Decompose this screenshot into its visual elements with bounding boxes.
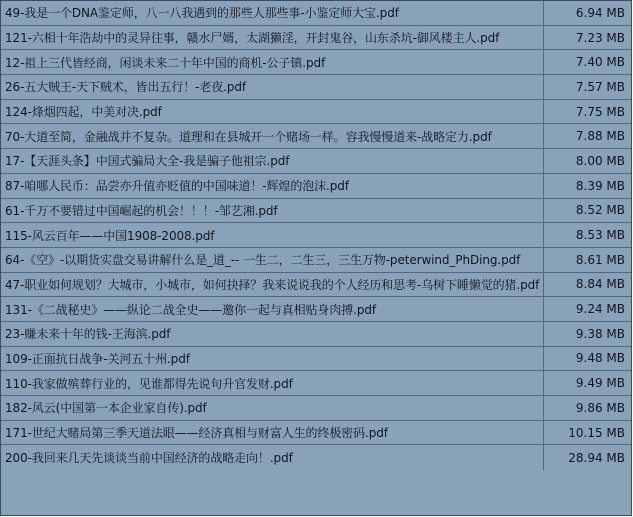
file-name[interactable]: 131-《二战秘史》——纵论二战全史——邀你一起与真相贴身肉搏.pdf (1, 297, 544, 321)
file-size: 7.88 MB (575, 129, 625, 144)
file-name[interactable]: 200-我回来几天先谈谈当前中国经济的战略走向！.pdf (1, 445, 544, 470)
file-name[interactable]: 121-六相十年浩劫中的灵异往事，赣水尸婿，太湖獭淫，开封鬼谷，山东杀坑-御风楼主人.pdf (1, 26, 544, 50)
file-name[interactable]: 47-职业如何规划？大城市，小城市，如何抉择？我来说说我的个人经历和思考-乌树下睡懒觉的猪.pdf (1, 273, 544, 297)
table-row[interactable] (1, 396, 631, 421)
file-size: 9.38 MB (575, 326, 625, 341)
file-name[interactable]: 49-我是一个DNA鉴定师，八一八我遇到的那些人那些事-小鉴定师大宝.pdf (1, 1, 544, 25)
table-row[interactable] (1, 223, 631, 248)
file-name[interactable]: 26-五大贼王-天下贼术，皆出五行！-老夜.pdf (1, 75, 544, 99)
file-name[interactable]: 17-【天涯头条】中国式骗局大全-我是骗子他祖宗.pdf (1, 149, 544, 173)
file-size: 9.24 MB (575, 302, 625, 317)
file-size: 8.39 MB (575, 178, 625, 193)
table-row[interactable] (1, 149, 631, 174)
table-row[interactable] (1, 371, 631, 396)
table-row[interactable] (1, 75, 631, 100)
file-name[interactable]: 115-风云百年——中国1908-2008.pdf (1, 223, 544, 247)
file-name[interactable]: 87-咱哪人民币：品尝亦升值亦贬值的中国味道！-辉煌的泡沫.pdf (1, 174, 544, 198)
file-name[interactable]: 124-烽烟四起，中美对决.pdf (1, 100, 544, 124)
table-row[interactable] (1, 26, 631, 51)
file-size: 8.84 MB (575, 277, 625, 292)
table-row[interactable] (1, 421, 631, 446)
file-size: 8.61 MB (575, 252, 625, 267)
file-size: 9.86 MB (575, 400, 625, 415)
table-row[interactable] (1, 347, 631, 372)
table-row[interactable] (1, 199, 631, 224)
table-row[interactable] (1, 174, 631, 199)
file-name[interactable]: 70-大道至简，金融战并不复杂。道理和在县城开一个赌场一样。容我慢慢道来-战略定力.pdf (1, 124, 544, 148)
file-name[interactable]: 64-《空》-以期货实盘交易讲解什么是_道_-- 一生二，二生三，三生万物-peterwind_PhDing.pdf (1, 248, 544, 272)
file-size: 7.57 MB (575, 79, 625, 94)
table-row[interactable] (1, 100, 631, 125)
file-name[interactable]: 61-千万不要错过中国崛起的机会！！！-邹艺湘.pdf (1, 199, 544, 223)
table-row[interactable] (1, 50, 631, 75)
file-size: 8.00 MB (575, 153, 625, 168)
file-size: 9.48 MB (575, 351, 625, 366)
file-size: 7.23 MB (575, 30, 625, 45)
table-row[interactable] (1, 124, 631, 149)
file-size: 7.40 MB (575, 55, 625, 70)
table-row[interactable] (1, 248, 631, 273)
file-name[interactable]: 171-世纪大赌局第三季天道法眼——经济真相与财富人生的终极密码.pdf (1, 421, 544, 445)
file-name[interactable]: 109-正面抗日战争-关河五十州.pdf (1, 347, 544, 371)
file-size: 10.15 MB (568, 425, 625, 440)
file-name[interactable]: 23-赚未来十年的钱-王海滨.pdf (1, 322, 544, 346)
file-size: 28.94 MB (568, 450, 625, 465)
table-row[interactable] (1, 1, 631, 26)
file-size: 9.49 MB (575, 376, 625, 391)
table-row[interactable] (1, 445, 631, 470)
file-size: 8.52 MB (575, 203, 625, 218)
table-row[interactable] (1, 322, 631, 347)
file-size: 8.53 MB (575, 228, 625, 243)
file-name[interactable]: 182-风云(中国第一本企业家自传).pdf (1, 396, 544, 420)
table-row[interactable] (1, 297, 631, 322)
file-size: 7.75 MB (575, 104, 625, 119)
file-name[interactable]: 110-我家做殡葬行业的，见谁都得先说句升官发财.pdf (1, 371, 544, 395)
file-name[interactable]: 12-祖上三代皆经商，闲谈未来二十年中国的商机-公子镇.pdf (1, 50, 544, 74)
table-row[interactable] (1, 273, 631, 298)
file-size: 6.94 MB (575, 5, 625, 20)
